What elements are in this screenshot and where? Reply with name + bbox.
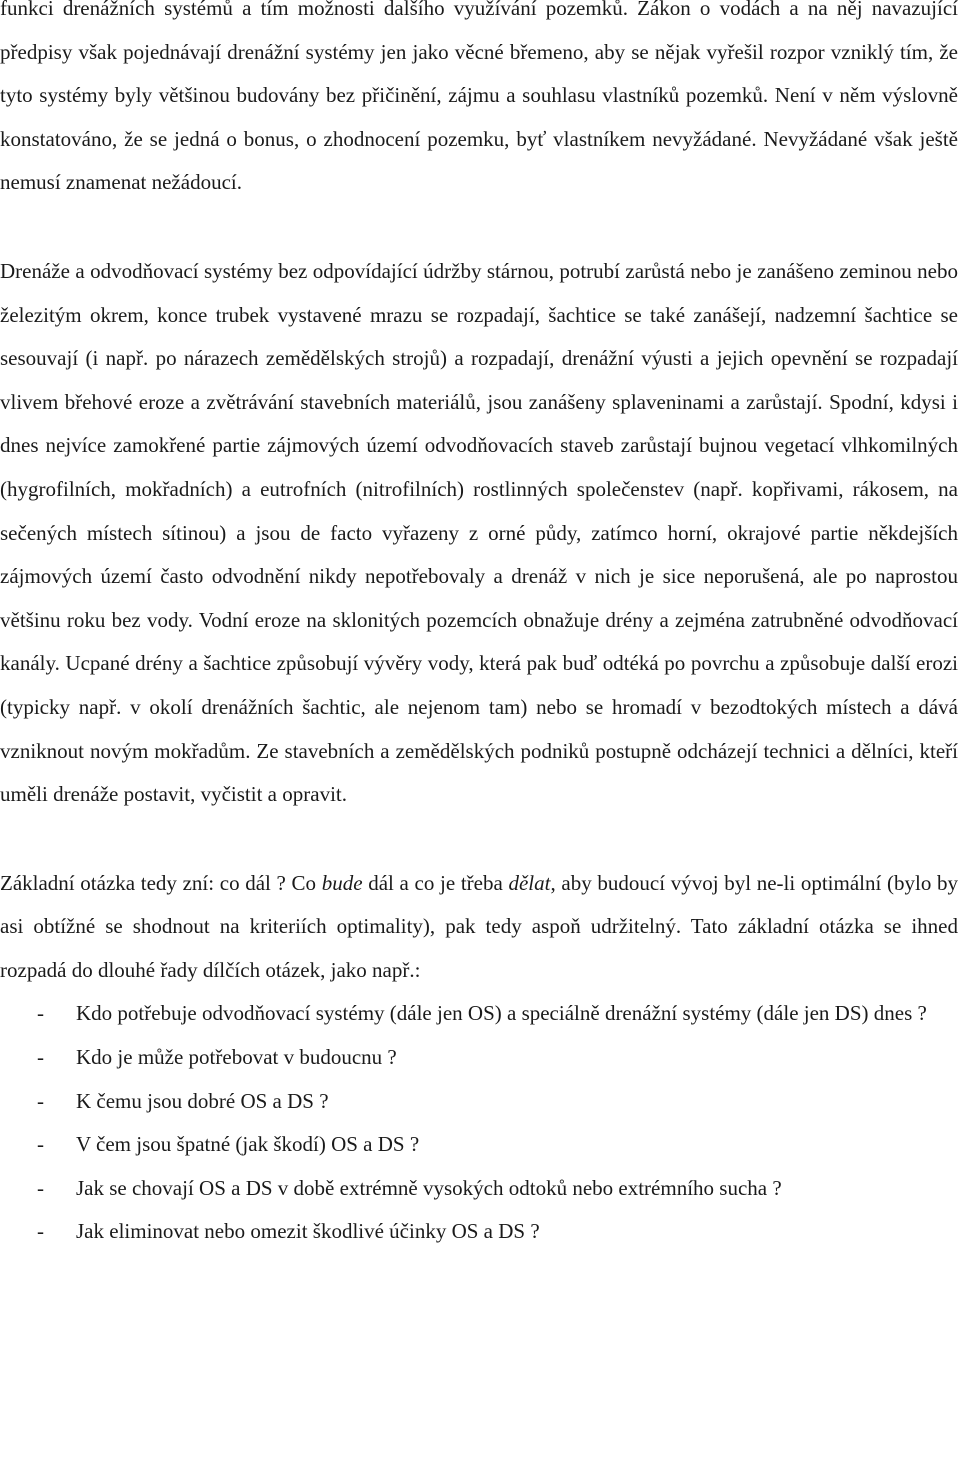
question-mid-text: dál a co je třeba: [362, 870, 509, 895]
list-bullet: -: [37, 1001, 44, 1026]
emphasis-delat: dělat: [508, 870, 551, 895]
paragraph-drainage-law: funkci drenážních systémů a tím možnosti dalšího využívání pozemků. Zákon o vodách a na něj navazující předpisy však pojednávají drenážní systémy jen jako věcné břemeno, aby se nějak vyřešil rozpor vzniklý tím, že tyto systémy byly většinou budovány bez přičinění, zájmu a souhlasu vlastníků pozemků. Není v něm výslovně konstatováno, že se jedná o bonus, o zhodnocení pozemku, byť vlastníkem nevyžádané. Nevyžádané však ještě nemusí znamenat nežádoucí.: [0, 0, 958, 195]
list-bullet: -: [37, 1132, 44, 1157]
list-bullet: -: [37, 1175, 44, 1200]
list-item: [0, 1080, 958, 1124]
list-item: [0, 1036, 958, 1080]
list-item-text: Jak se chovají OS a DS v době extrémně vysokých odtoků nebo extrémního sucha ?: [76, 1175, 782, 1200]
list-item: [0, 1167, 958, 1211]
list-item: [0, 992, 958, 1036]
list-item: [0, 1210, 958, 1254]
emphasis-bude: bude: [321, 870, 363, 895]
paragraph-drainage-decay: Drenáže a odvodňovací systémy bez odpovídající údržby stárnou, potrubí zarůstá nebo je zanášeno zeminou nebo železitým okrem, konce trubek vystavené mrazu se rozpadají, šachtice se také zanášejí, nadzemní šachtice se sesouvají (i např. po nárazech zemědělských strojů) a rozpadají, drenážní výusti a jejich opevnění se rozpadají vlivem břehové eroze a zvětrávání stavebních materiálů, jsou zanášeny splaveninami a zarůstají. Spodní, kdysi i dnes nejvíce zamokřené partie zájmových území odvodňovacích staveb zarůstají bujnou vegetací vlhkomilných (hygrofilních, mokřadních) a eutrofních (nitrofilních) rostlinných společenstev (např. kopřivami, rákosem, na sečených místech sítinou) a jsou de facto vyřazeny z orné půdy, zatímco horní, okrajové partie někdejších zájmových území často odvodnění nikdy nepotřebovaly a drenáž v nich je sice neporušená, ale po naprostou většinu roku bez vody. Vodní eroze na sklonitých pozemcích obnažuje drény a zejména zatrubněné odvodňovací kanály. Ucpané drény a šachtice způsobují vývěry vody, která pak buď odtéká po povrchu a způsobuje další erozi (typicky např. v okolí drenážních šachtic, ale nejenom tam) nebo se hromadí v bezodtokých místech a dává vzniknout novým mokřadům. Ze stavebních a zemědělských podniků postupně odcházejí technici a dělníci, kteří uměli drenáže postavit, vyčistit a opravit.: [0, 258, 958, 807]
list-item-text: K čemu jsou dobré OS a DS ?: [76, 1088, 329, 1113]
list-item-text: Kdo potřebuje odvodňovací systémy (dále jen OS) a speciálně drenážní systémy (dále jen DS) dnes ?: [76, 1001, 927, 1026]
list-item: [0, 1123, 958, 1167]
list-bullet: -: [37, 1045, 44, 1070]
list-bullet: -: [37, 1219, 44, 1244]
list-item-text: Jak eliminovat nebo omezit škodlivé účinky OS a DS ?: [76, 1219, 540, 1244]
questions-list: [0, 992, 958, 1254]
paragraph-basic-question: [0, 862, 958, 993]
question-end-text: , aby budoucí vývoj byl ne-li optimální (bylo by asi obtížné se shodnout na kriteriích optimality), pak tedy aspoň udržitelný. Tato základní otázka se ihned rozpadá do dlouhé řady dílčích otázek, jako např.:: [0, 870, 958, 982]
question-intro-text: Základní otázka tedy zní: co dál ? Co: [0, 870, 322, 895]
list-item-text: Kdo je může potřebovat v budoucnu ?: [76, 1045, 397, 1070]
list-item-text: V čem jsou špatné (jak škodí) OS a DS ?: [76, 1132, 420, 1157]
list-bullet: -: [37, 1088, 44, 1113]
